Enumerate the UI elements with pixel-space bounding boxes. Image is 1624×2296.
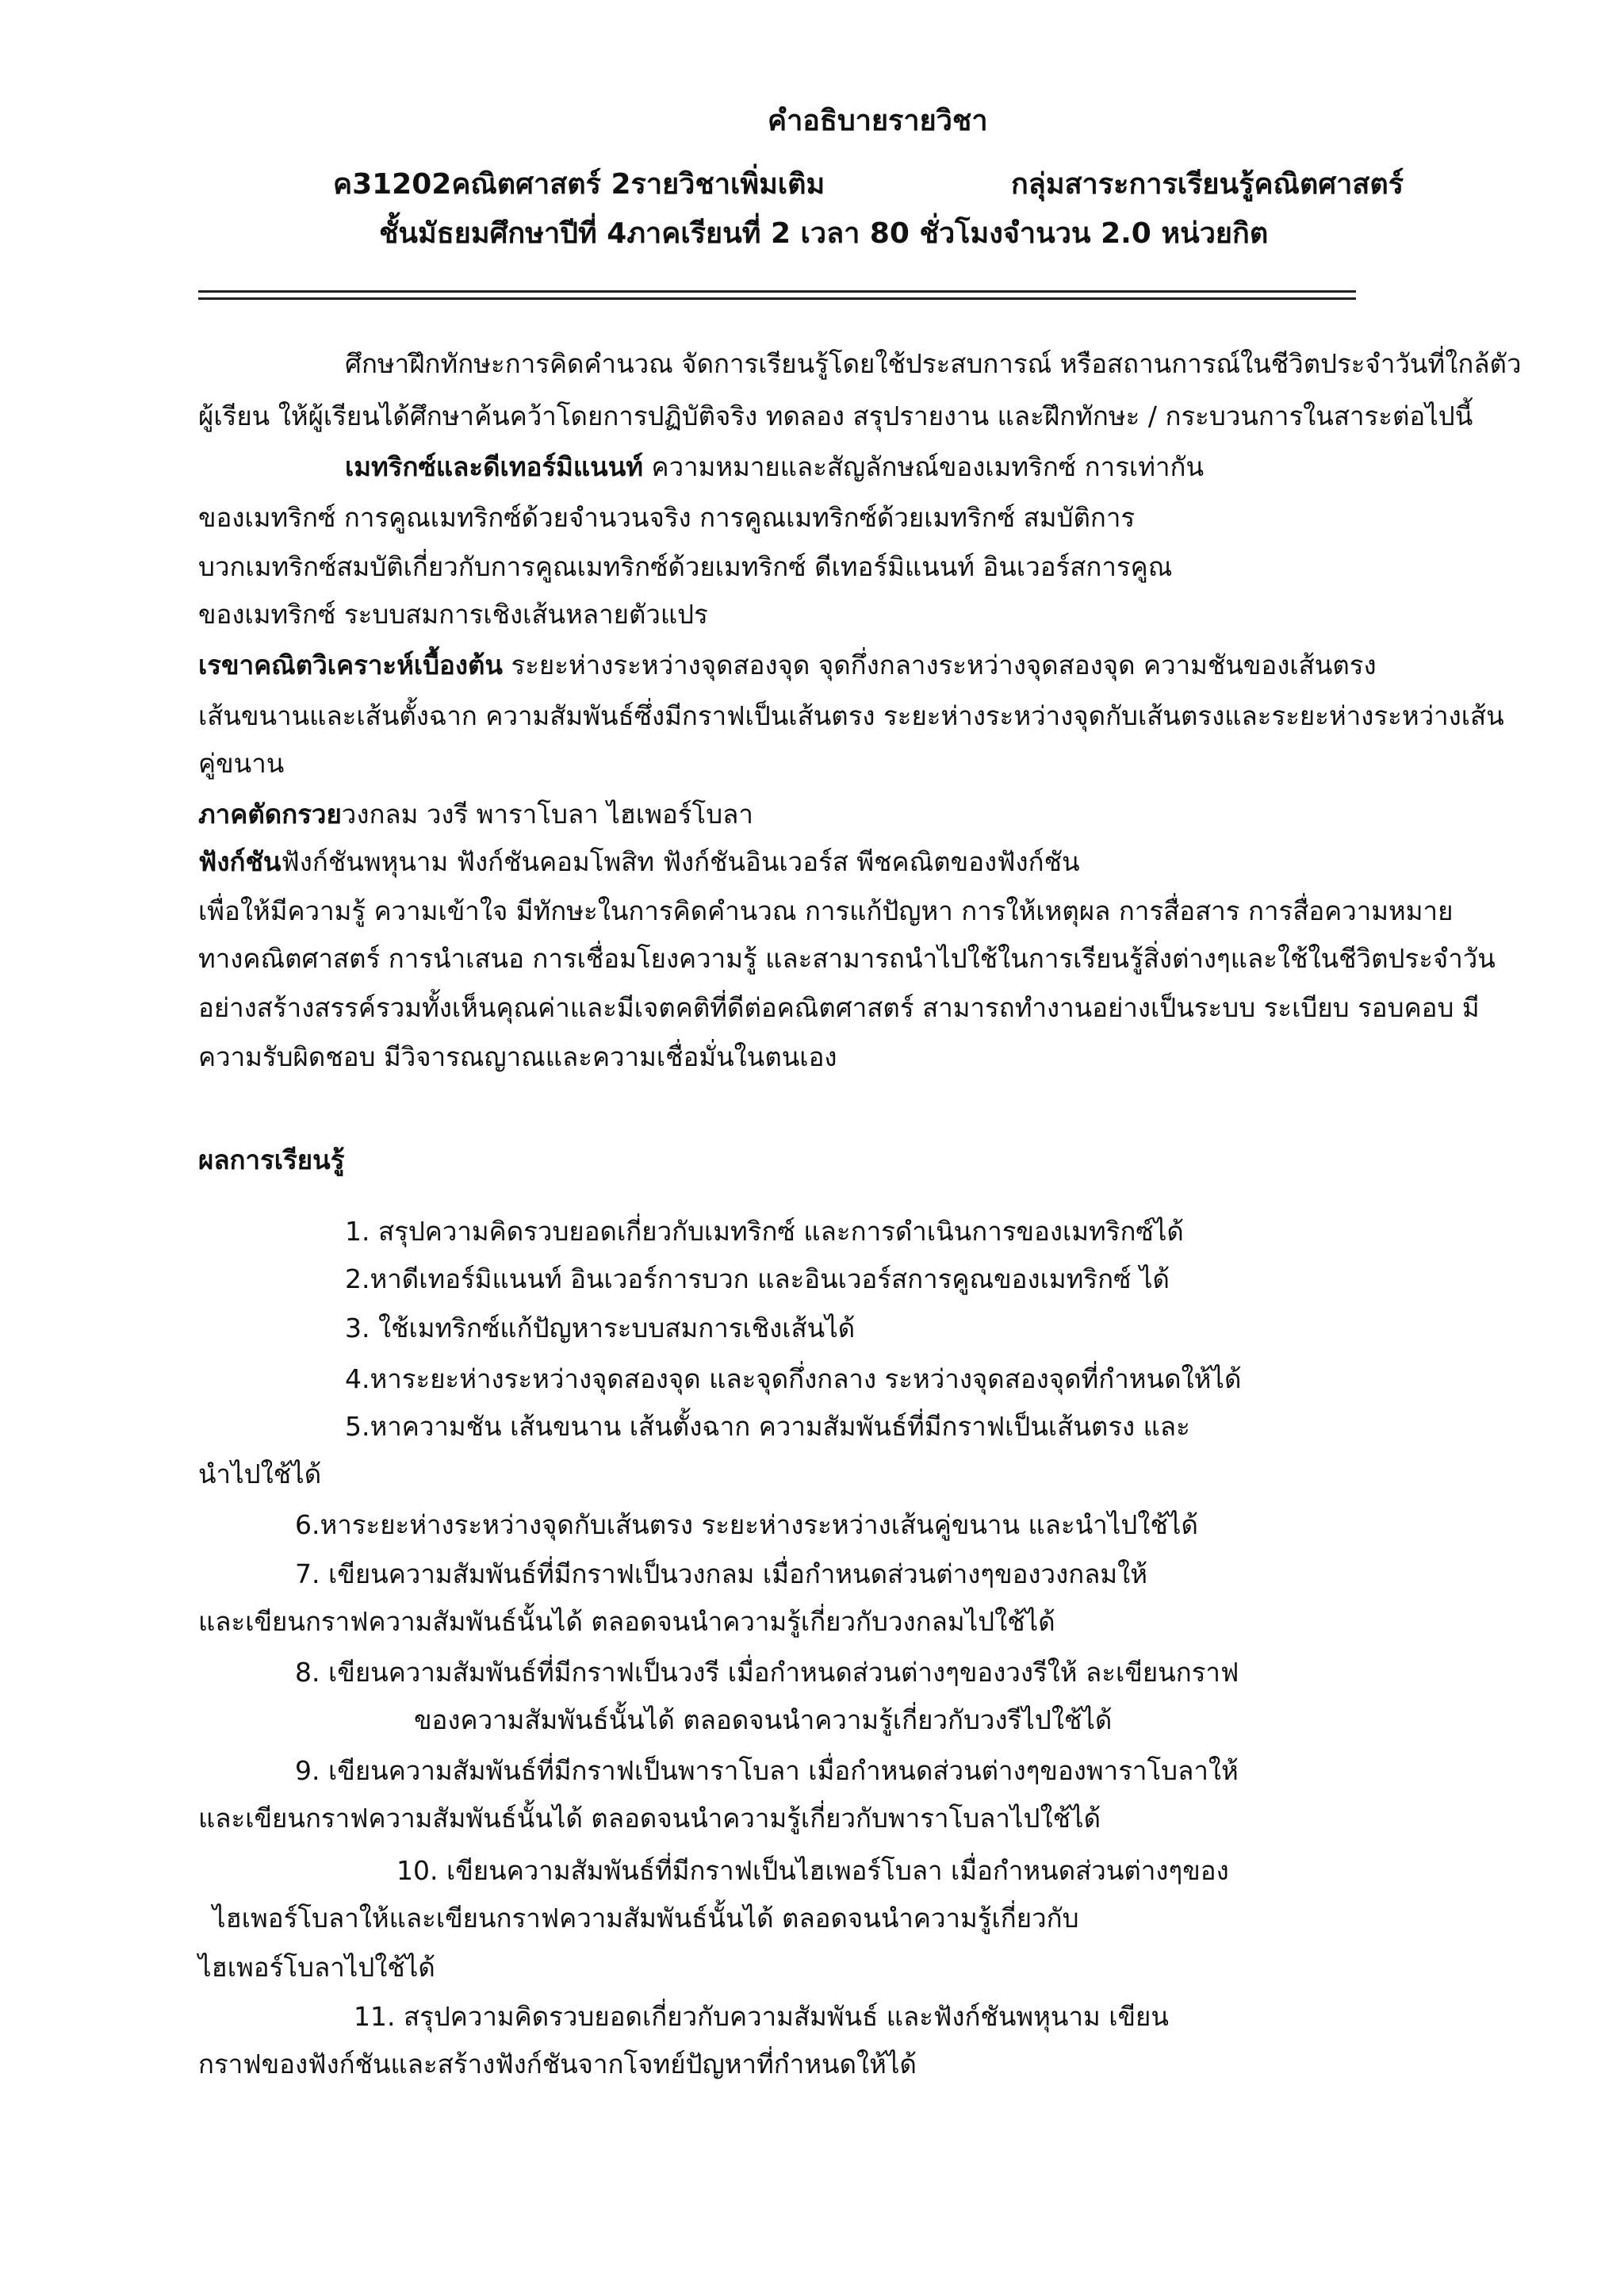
outcome-9-line-1: 9. เขียนความสัมพันธ์ที่มีกราฟเป็นพาราโบลา เมื่อกำหนดส่วนต่างๆของพาราโบลาให้ [295, 1755, 1239, 1786]
outcome-8-line-1: 8. เขียนความสัมพันธ์ที่มีกราฟเป็นวงรี เมื่อกำหนดส่วนต่างๆของวงรีให้ ละเขียนกราฟ [295, 1657, 1239, 1688]
matrix-topic-text: ความหมายและสัญลักษณ์ของเมทริกซ์ การเท่ากัน [643, 451, 1205, 482]
outcome-1: 1. สรุปความคิดรวบยอดเกี่ยวกับเมทริกซ์ และการดำเนินการของเมทริกซ์ได้ [345, 1216, 1184, 1247]
outcome-8-line-2: ของความสัมพันธ์นั้นได้ ตลอดจนนำความรู้เกี่ยวกับวงรีไปใช้ได้ [414, 1704, 1113, 1735]
outcome-7-line-2: และเขียนกราฟความสัมพันธ์นั้นได้ ตลอดจนนำความรู้เกี่ยวกับวงกลมไปใช้ได้ [198, 1606, 1055, 1637]
header-double-rule [198, 290, 1356, 300]
outcome-11-line-2: กราฟของฟังก์ชันและสร้างฟังก์ชันจากโจทย์ปัญหาที่กำหนดให้ได้ [198, 2049, 917, 2079]
outcome-9-line-2: และเขียนกราฟความสัมพันธ์นั้นได้ ตลอดจนนำความรู้เกี่ยวกับพาราโบลาไปใช้ได้ [198, 1803, 1101, 1834]
outcome-6: 6.หาระยะห่างระหว่างจุดกับเส้นตรง ระยะห่างระหว่างเส้นคู่ขนาน และนำไปใช้ได้ [295, 1509, 1198, 1540]
matrix-line-3: บวกเมทริกซ์สมบัติเกี่ยวกับการคูณเมทริกซ์ด้วยเมทริกซ์ ดีเทอร์มิแนนท์ อินเวอร์สการคูณ [198, 551, 1173, 582]
matrix-line-4: ของเมทริกซ์ ระบบสมการเชิงเส้นหลายตัวแปร [198, 599, 708, 630]
conic-line [198, 796, 753, 833]
outcome-11-line-1: 11. สรุปความคิดรวบยอดเกี่ยวกับความสัมพันธ์ และฟังก์ชันพหุนาม เขียน [354, 2001, 1169, 2032]
intro-line-2: ผู้เรียน ให้ผู้เรียนได้ศึกษาค้นคว้าโดยการปฏิบัติจริง ทดลอง สรุปรายงาน และฝึกทักษะ / กระบวนการในสาระต่อไปนี้ [198, 401, 1473, 431]
subject-group: กลุ่มสาระการเรียนรู้คณิตศาสตร์ [1011, 168, 1404, 201]
outcome-3: 3. ใช้เมทริกซ์แก้ปัญหาระบบสมการเชิงเส้นได้ [345, 1313, 856, 1343]
outcome-5-line-1: 5.หาความชัน เส้นขนาน เส้นตั้งฉาก ความสัมพันธ์ที่มีกราฟเป็นเส้นตรง และ [345, 1411, 1190, 1442]
function-topic-label: ฟังก์ชัน [198, 846, 282, 877]
conic-topic-label: ภาคตัดกรวย [198, 799, 342, 830]
geometry-line-3: คู่ขนาน [198, 748, 285, 779]
outcome-10-line-1: 10. เขียนความสัมพันธ์ที่มีกราฟเป็นไฮเพอร์โบลา เมื่อกำหนดส่วนต่างๆของ [396, 1855, 1229, 1886]
geometry-line-1 [198, 647, 1377, 684]
matrix-topic-label: เมทริกซ์และดีเทอร์มิแนนท์ [345, 451, 644, 482]
purpose-line-3: อย่างสร้างสรรค์รวมทั้งเห็นคุณค่าและมีเจตคติที่ดีต่อคณิตศาสตร์ สามารถทำงานอย่างเป็นระบบ ระเบียบ รอบคอบ มี [198, 992, 1480, 1023]
course-code-line: ค31202คณิตศาสตร์ 2รายวิชาเพิ่มเติม [333, 168, 825, 201]
geometry-line-2: เส้นขนานและเส้นตั้งฉาก ความสัมพันธ์ซึ่งมีกราฟเป็นเส้นตรง ระยะห่างระหว่างจุดกับเส้นตรงและระยะห่างระหว่างเส้น [198, 700, 1504, 731]
outcome-5-line-2: นำไปใช้ได้ [198, 1458, 322, 1489]
outcome-4: 4.หาระยะห่างระหว่างจุดสองจุด และจุดกึ่งกลาง ระหว่างจุดสองจุดที่กำหนดให้ได้ [345, 1363, 1242, 1394]
function-topic-text: ฟังก์ชันพหุนาม ฟังก์ชันคอมโพสิท ฟังก์ชันอินเวอร์ส พีชคณิตของฟังก์ชัน [281, 846, 1080, 877]
document-title: คำอธิบายรายวิชา [768, 105, 988, 137]
geometry-topic-text: ระยะห่างระหว่างจุดสองจุด จุดกึ่งกลางระหว่างจุดสองจุด ความชันของเส้นตรง [502, 650, 1377, 680]
outcome-7-line-1: 7. เขียนความสัมพันธ์ที่มีกราฟเป็นวงกลม เมื่อกำหนดส่วนต่างๆของวงกลมให้ [295, 1558, 1148, 1589]
matrix-line-2: ของเมทริกซ์ การคูณเมทริกซ์ด้วยจำนวนจริง การคูณเมทริกซ์ด้วยเมทริกซ์ สมบัติการ [198, 502, 1136, 533]
outcomes-heading: ผลการเรียนรู้ [198, 1144, 345, 1175]
level-line: ชั้นมัธยมศึกษาปีที่ 4ภาคเรียนที่ 2 เวลา 80 ชั่วโมงจำนวน 2.0 หน่วยกิต [379, 217, 1269, 250]
outcome-2: 2.หาดีเทอร์มิแนนท์ อินเวอร์การบวก และอินเวอร์สการคูณของเมทริกซ์ ได้ [345, 1263, 1170, 1294]
function-line [198, 844, 1080, 880]
matrix-line-1 [345, 449, 1204, 485]
outcome-10-line-3: ไฮเพอร์โบลาไปใช้ได้ [198, 1952, 435, 1983]
purpose-line-1: เพื่อให้มีความรู้ ความเข้าใจ มีทักษะในการคิดคำนวณ การแก้ปัญหา การให้เหตุผล การสื่อสาร การสื่อความหมาย [198, 895, 1454, 926]
conic-topic-text: วงกลม วงรี พาราโบลา ไฮเพอร์โบลา [341, 799, 753, 830]
intro-line-1: ศึกษาฝึกทักษะการคิดคำนวณ จัดการเรียนรู้โดยใช้ประสบการณ์ หรือสถานการณ์ในชีวิตประจำวันที่ใกล้ตัว [345, 348, 1522, 379]
geometry-topic-label: เรขาคณิตวิเคราะห์เบื้องต้น [198, 650, 503, 680]
purpose-line-2: ทางคณิตศาสตร์ การนำเสนอ การเชื่อมโยงความรู้ และสามารถนำไปใช้ในการเรียนรู้สิ่งต่างๆและใช้ในชีวิตประจำวัน [198, 943, 1496, 974]
outcome-10-line-2: ไฮเพอร์โบลาให้และเขียนกราฟความสัมพันธ์นั้นได้ ตลอดจนนำความรู้เกี่ยวกับ [213, 1903, 1079, 1934]
purpose-line-4: ความรับผิดชอบ มีวิจารณญาณและความเชื่อมั่นในตนเอง [198, 1041, 837, 1072]
